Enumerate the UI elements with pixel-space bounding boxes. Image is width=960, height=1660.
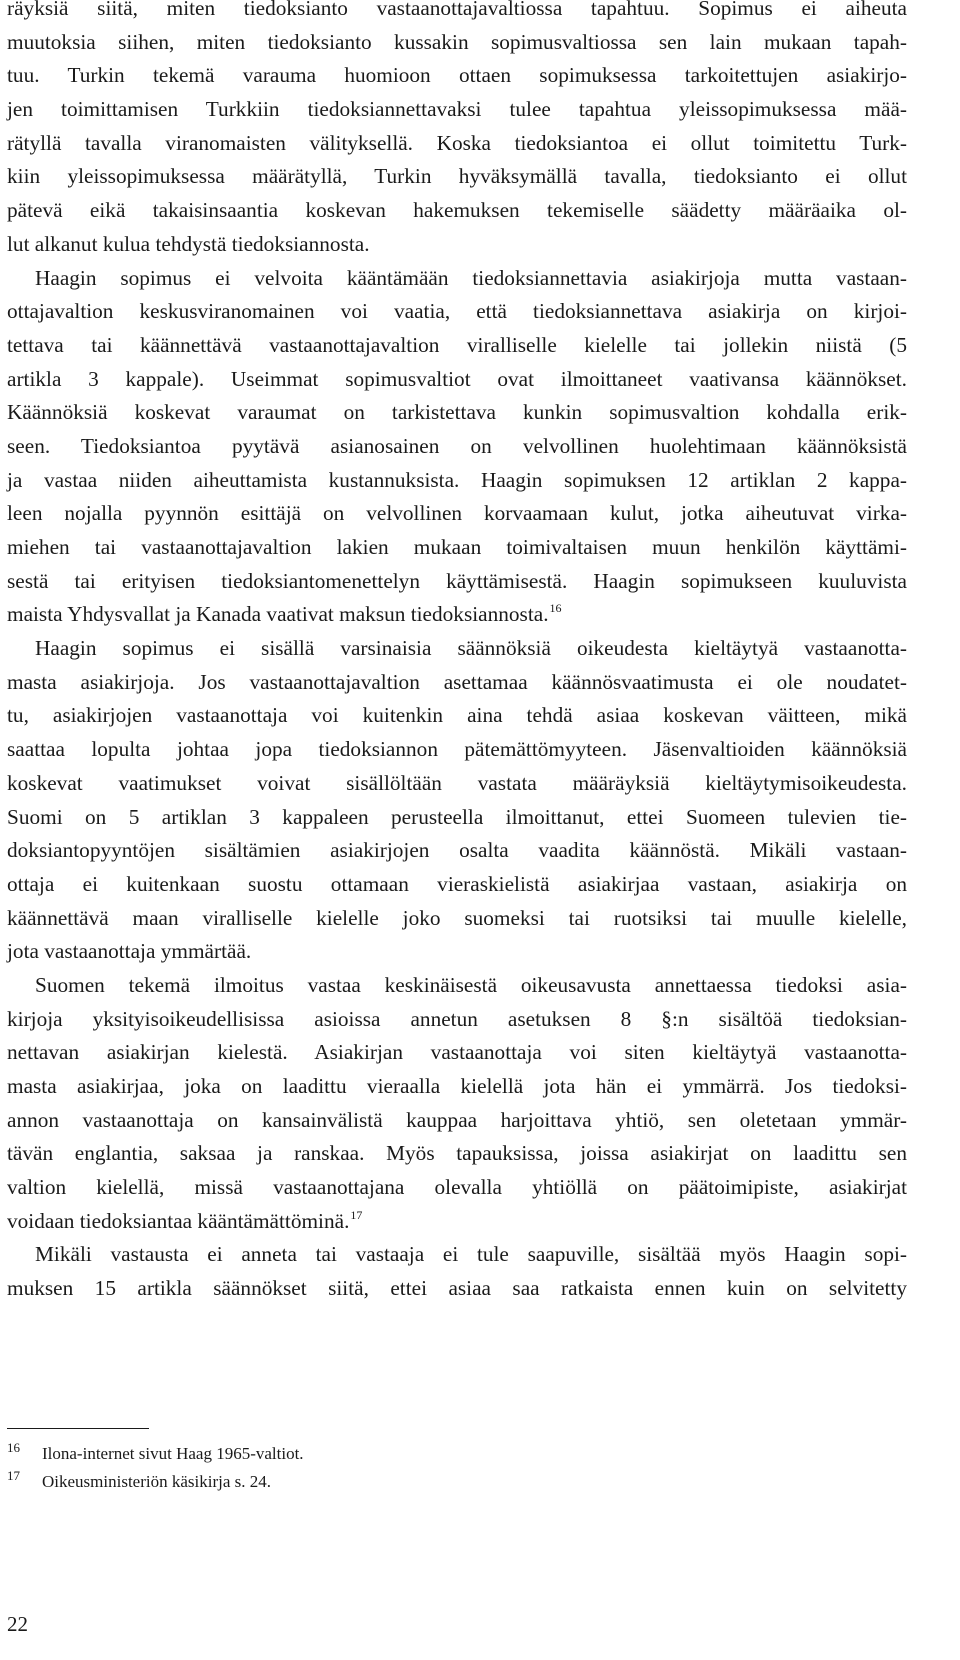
paragraph bbox=[7, 969, 907, 1239]
paragraph bbox=[7, 1238, 907, 1305]
text-line: kirjoja yksityisoikeudellisissa asioissa annetun asetuksen 8 §:n sisältöä tiedoksian- bbox=[7, 1006, 907, 1031]
footnote-text: Ilona-internet sivut Haag 1965-valtiot. bbox=[42, 1444, 304, 1463]
footnote-reference[interactable]: 17 bbox=[350, 1207, 363, 1222]
document-page bbox=[7, 0, 907, 1660]
paragraph bbox=[7, 632, 907, 969]
text-line: masta asiakirjaa, joka on laadittu vieraalla kielellä jota hän ei ymmärrä. Jos tiedoksi- bbox=[7, 1074, 907, 1098]
text-line: koskevat vaatimukset voivat sisällöltään vastata määräyksiä kieltäytymisoikeudesta. bbox=[7, 770, 907, 795]
text-line: rätyllä tavalla viranomaisten välityksellä. Koska tiedoksiantoa ei ollut toimitettu Turk- bbox=[7, 130, 907, 155]
text-line: seen. Tiedoksiantoa pyytävä asianosainen on velvollinen huolehtimaan käännöksistä bbox=[7, 433, 907, 458]
text-line: doksiantopyyntöjen sisältämien asiakirjojen osalta vaadita käännöstä. Mikäli vastaan- bbox=[7, 838, 907, 863]
text-line: tävän englantia, saksaa ja ranskaa. Myös tapauksissa, joissa asiakirjat on laadittu sen bbox=[7, 1141, 907, 1166]
text-line: muutoksia siihen, miten tiedoksianto kussakin sopimusvaltiossa sen lain mukaan tapah- bbox=[7, 29, 907, 54]
text-line: muksen 15 artikla säännökset siitä, ettei asiaa saa ratkaista ennen kuin on selvitetty bbox=[7, 1276, 907, 1301]
text-line: sestä tai erityisen tiedoksiantomenettelyn käyttämisestä. Haagin sopimukseen kuuluvista bbox=[7, 568, 907, 593]
text-line: ottaja ei kuitenkaan suostu ottamaan vieraskielistä asiakirjaa vastaan, asiakirja on bbox=[7, 871, 907, 896]
text-line: kiin yleissopimuksessa määrätyllä, Turkin hyväksymällä tavalla, tiedoksianto ei ollut bbox=[7, 164, 907, 189]
footnote-number: 16 bbox=[7, 1440, 20, 1455]
text-line: nettavan asiakirjan kielestä. Asiakirjan vastaanottaja voi siten kieltäytyä vastaanotta- bbox=[7, 1040, 907, 1065]
text-line: masta asiakirjoja. Jos vastaanottajavaltion asettamaa käännösvaatimusta ei ole noudatet- bbox=[7, 669, 907, 694]
footnote-number: 17 bbox=[7, 1468, 20, 1483]
text-line: Suomi on 5 artiklan 3 kappaleen perusteella ilmoittanut, ettei Suomeen tulevien tie- bbox=[7, 804, 907, 829]
text-line: maista Yhdysvallat ja Kanada vaativat maksun tiedoksiannosta.$^{16}$ bbox=[7, 601, 562, 627]
text-line: Suomen tekemä ilmoitus vastaa keskinäisestä oikeusavusta annettaessa tiedoksi asia- bbox=[35, 972, 907, 997]
text-line: annon vastaanottaja on kansainvälistä kauppaa harjoittava yhtiö, sen oletetaan ymmär- bbox=[7, 1107, 907, 1132]
body-text bbox=[7, 0, 907, 1306]
text-line: lut alkanut kulua tehdystä tiedoksiannosta. bbox=[7, 231, 370, 256]
footnote-text: Oikeusministeriön käsikirja s. 24. bbox=[42, 1472, 272, 1491]
text-line: Mikäli vastausta ei anneta tai vastaaja ei tule saapuville, sisältää myös Haagin sopi- bbox=[35, 1242, 907, 1267]
paragraph bbox=[7, 0, 907, 262]
text-line: saattaa lopulta johtaa jopa tiedoksiannon pätemättömyyteen. Jäsenvaltioiden käännöksiä bbox=[7, 737, 907, 762]
text-line: valtion kielellä, missä vastaanottajana olevalla yhtiöllä on päätoimipiste, asiakirjat bbox=[7, 1175, 907, 1200]
text-line: ja vastaa niiden aiheuttamista kustannuksista. Haagin sopimuksen 12 artiklan 2 kappa- bbox=[7, 467, 907, 492]
text-line: tuu. Turkin tekemä varauma huomioon ottaen sopimuksessa tarkoitettujen asiakirjo- bbox=[7, 63, 907, 88]
text-line: Käännöksiä koskevat varaumat on tarkistettava kunkin sopimusvaltion kohdalla erik- bbox=[7, 400, 907, 425]
text-line: voidaan tiedoksiantaa kääntämättöminä.$^{17}$ bbox=[7, 1207, 363, 1233]
text-line: Haagin sopimus ei velvoita kääntämään tiedoksiannettavia asiakirjoja mutta vastaan- bbox=[35, 265, 907, 290]
page-number: 22 bbox=[7, 1612, 28, 1636]
text-line: artikla 3 kappale). Useimmat sopimusvaltiot ovat ilmoittaneet vaativansa käännökset. bbox=[7, 366, 907, 391]
text-line: miehen tai vastaanottajavaltion lakien mukaan toimivaltaisen muun henkilön käyttämi- bbox=[7, 535, 907, 559]
text-line: ottajavaltion keskusviranomainen voi vaatia, että tiedoksiannettava asiakirja on kirjoi- bbox=[7, 299, 907, 324]
text-line: pätevä eikä takaisinsaantia koskevan hakemuksen tekemiselle säädetty määräaika ol- bbox=[7, 198, 907, 223]
text-line: tettava tai käännettävä vastaanottajavaltion viralliselle kielelle tai jollekin niistä (5 bbox=[7, 332, 907, 357]
paragraph bbox=[7, 262, 907, 633]
footnote-16 bbox=[7, 1440, 907, 1468]
text-line: käännettävä maan viralliselle kielelle joko suomeksi tai ruotsiksi tai muulle kielelle, bbox=[7, 905, 907, 930]
footnote-reference[interactable]: 16 bbox=[549, 601, 562, 616]
text-line: jota vastaanottaja ymmärtää. bbox=[7, 939, 252, 964]
text-line: jen toimittamisen Turkkiin tiedoksiannettavaksi tulee tapahtua yleissopimuksessa mää- bbox=[7, 97, 907, 122]
footnote-17 bbox=[7, 1468, 907, 1496]
text-line: leen nojalla pyynnön esittäjä on velvollinen korvaamaan kulut, jotka aiheutuvat virka- bbox=[7, 501, 907, 526]
text-line: tu, asiakirjojen vastaanottaja voi kuitenkin aina tehdä asiaa koskevan väitteen, mikä bbox=[7, 703, 907, 728]
text-line: Haagin sopimus ei sisällä varsinaisia säännöksiä oikeudesta kieltäytyä vastaanotta- bbox=[35, 636, 907, 661]
text-line: räyksiä siitä, miten tiedoksianto vastaanottajavaltiossa tapahtuu. Sopimus ei aiheuta bbox=[7, 0, 907, 20]
footnotes bbox=[7, 1440, 907, 1496]
footnote-separator bbox=[7, 1428, 149, 1429]
